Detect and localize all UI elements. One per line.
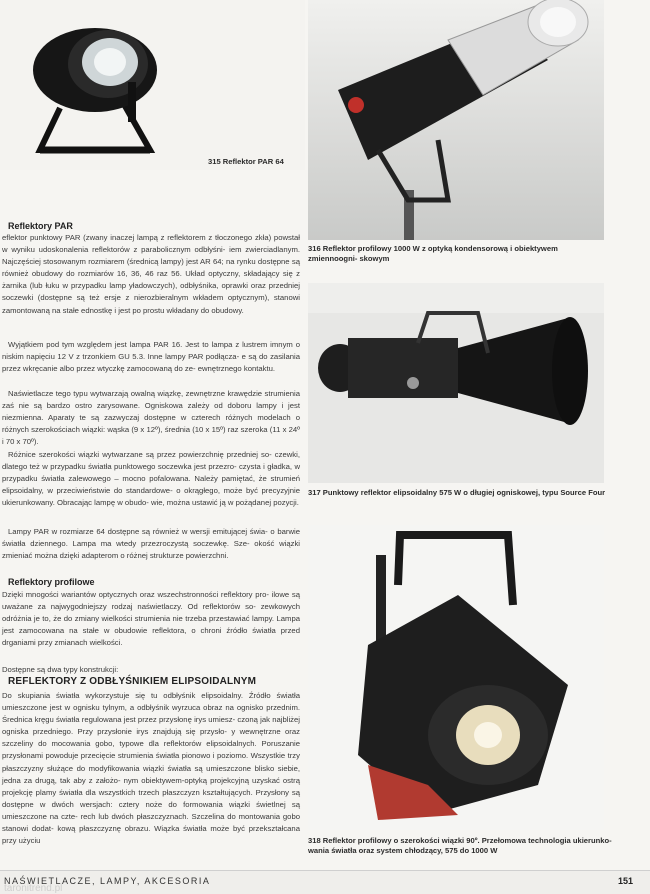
caption-318: 318 Reflektor profilowy o szerokości wiązki 90º. Przełomowa technologia ukierunko- wania światła oraz system chłodzący, 575 do 1000 W: [308, 836, 612, 855]
paragraph-ellipsoidal: Do skupiania światła wykorzystuje się tu odbłyśnik elipsoidalny. Źródło światła umieszczone jest w ognisku tylnym, a odbłyśnik wyrzuca obraz na ognisko przednim. Średnica kręgu światła regulowana jest przez przysłonę irys umiesz- czoną jak najbliżej ogniska przedniego. Przy przysłonie irys znajdują się przysło- y wewnętrzne oraz szczeliny do mocowania gobo, typowe dla reflektorów elipsoidalnych. Poruszanie przysłonami powoduje przecięcie strumienia światła pionowo i poziomo. Wszystkie trzy płaszczyzny służące do modyfikowania wiązki światła są umieszczone blisko siebie, jedna za drugą, tak aby z założo- nym obiektywem-optyką projekcyjną uzyskać ostrą projekcję plamy światła dla wszystkich trzech płaszczyzn kształtujących. Przysłony są dostępne w dwóch wersjach: cztery noże do formowania wiązki świetlnej są umieszczone na czte- rech lub dwóch płaszczyznach. Szczelina do montowania gobo stanowi dodat- kową płaszczyznę obrazu. Wiązka światła może być przekształcana przy użyciu: [2, 691, 300, 846]
paragraph-par-intro: eflektor punktowy PAR (zwany inaczej lampą z reflektorem z tłoczonego zkła) powstał w wyniku udoskonalenia reflektorów z parabolicznym odbłyśni- iem zwierciadlanym. Najczęściej stosowanym rozmiarem (średnicą lampy) jest AR 64; na rynku dostępne są również obudowy do rozmiarów 16, 36, 46 raz 56. Układ optyczny, składający się z żarnika (lub łuku w przypadku lamp yładowczych), odbłyśnika, oprawki oraz przedniej soczewki (dostępne są też ersje z nierozbieralnym wkładem optycznym), stanowi zamontowaną na stałe ednostkę i jest po prostu wkładany do obudowy.: [2, 233, 300, 315]
photo-par64: [0, 0, 305, 170]
photo-profile-1000w: [308, 0, 604, 240]
heading-ellipsoidal: REFLEKTORY Z ODBŁYŚNIKIEM ELIPSOIDALNYM: [8, 676, 257, 687]
heading-profile: Reflektory profilowe: [8, 577, 95, 587]
caption-315: 315 Reflektor PAR 64: [208, 157, 284, 166]
watermark-text: taronitrend.pl: [4, 883, 63, 894]
heading-par: Reflektory PAR: [8, 221, 73, 231]
page-number: 151: [618, 876, 634, 886]
page-footer: [0, 870, 650, 894]
paragraph-par-lens: Różnice szerokości wiązki wytwarzane są przez powierzchnię przedniej so- czewki, dlatego też w przypadku światła punktowego soczewka jest przezro- czysta i gładka, w przypadku światła zalewowego – mocno pofalowana. Należy pamiętać, że strumień elipsoidalny, w przeciwieństwie do standardowe- o okrągłego, może być precyzyjnie ukierunkowany. Obracając lampę w obudo- wie, można ustawić ją w pożądanej pozycji.: [2, 450, 300, 508]
footer-section-title: NAŚWIETLACZE, LAMPY, AKCESORIA: [4, 876, 211, 886]
caption-317: 317 Punktowy reflektor elipsoidalny 575 W o długiej ogniskowej, typu Source Four: [308, 488, 606, 497]
paragraph-construction-types: Dostępne są dwa typy konstrukcji:: [2, 665, 119, 674]
paragraph-profile-intro: Dzięki mnogości wariantów optycznych oraz wszechstronności reflektory pro- ilowe są uważane za najwygodniejszy rodzaj naświetlaczy. Od reflektorów so- zewkowych odróżnia je to, że do zmiany wielkości strumienia nie trzeba przestawiać lampy. Lampa jest zamocowana na stałe w obudowie reflektora, o chroni źródło światła przed drganiami przy zmianach wielkości.: [2, 590, 300, 648]
photo-ellipsoidal-575w: [308, 283, 604, 483]
paragraph-par16: Wyjątkiem pod tym względem jest lampa PAR 16. Jest to lampa z lustrem imnym o niskim napięciu 12 V z trzonkiem GU 5.3. Inne lampy PAR podłącza- e są do zasilania przez wkręcanie albo przez wtyczkę zamocowaną do ze- ewnętrznego kontaktu.: [2, 340, 300, 374]
photo-profile-90deg: [308, 525, 604, 830]
paragraph-par-beam: Naświetlacze tego typu wytwarzają owalną wiązkę, zewnętrzne krawędzie strumienia zaś nie są bardzo ostro zarysowane. Ogniskowa zależy od doboru lampy i jest niezmienna. Aparaty te są zazwyczaj dostępne w czterech różnych modelach o różnych szerokościach wiązki: wąska (9 x 12º), średnia (10 x 15º) raz szeroka (11 x 24º i 70 x 70º).: [2, 389, 300, 447]
paragraph-par-daylight: Lampy PAR w rozmiarze 64 dostępne są również w wersji emitującej świa- o barwie światła dziennego. Lampa ma wtedy przezroczystą soczewkę. Sze- okość wiązki zmieniać można dzięki adapterom o różnej strukturze powierzchni.: [2, 527, 300, 561]
caption-316: 316 Reflektor profilowy 1000 W z optyką kondensorową i obiektywem zmiennoogni- skowym: [308, 244, 558, 263]
